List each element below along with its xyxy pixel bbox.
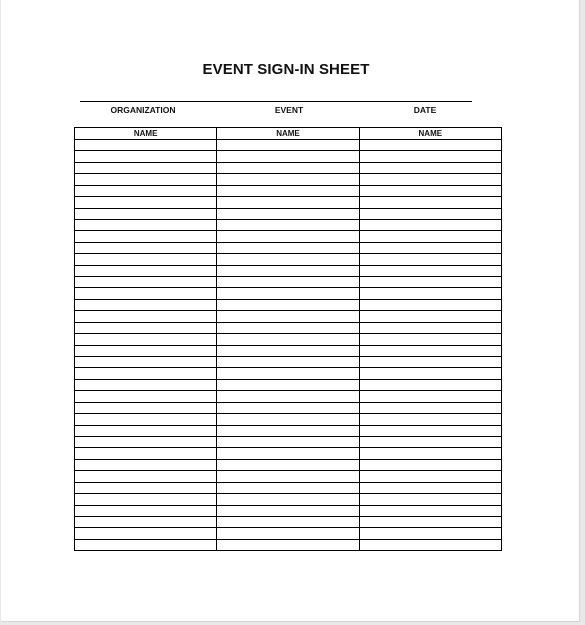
- name-entry-cell[interactable]: [75, 391, 217, 402]
- name-entry-cell[interactable]: [75, 414, 217, 425]
- name-entry-cell[interactable]: [217, 368, 359, 379]
- name-entry-cell[interactable]: [217, 391, 359, 402]
- name-entry-cell[interactable]: [75, 162, 217, 173]
- table-row: [75, 174, 502, 185]
- name-entry-cell[interactable]: [217, 174, 359, 185]
- name-entry-cell[interactable]: [75, 334, 217, 345]
- name-entry-cell[interactable]: [359, 288, 501, 299]
- name-entry-cell[interactable]: [359, 162, 501, 173]
- name-entry-cell[interactable]: [359, 379, 501, 390]
- name-entry-cell[interactable]: [217, 402, 359, 413]
- table-row: [75, 265, 502, 276]
- name-entry-cell[interactable]: [359, 494, 501, 505]
- name-entry-cell[interactable]: [217, 528, 359, 539]
- name-entry-cell[interactable]: [217, 185, 359, 196]
- table-row: [75, 254, 502, 265]
- name-entry-cell[interactable]: [75, 231, 217, 242]
- name-entry-cell[interactable]: [359, 334, 501, 345]
- name-entry-cell[interactable]: [359, 436, 501, 447]
- table-row: [75, 425, 502, 436]
- name-entry-cell[interactable]: [359, 242, 501, 253]
- name-entry-cell[interactable]: [359, 197, 501, 208]
- name-entry-cell[interactable]: [75, 140, 217, 151]
- name-entry-cell[interactable]: [75, 311, 217, 322]
- name-entry-cell[interactable]: [217, 197, 359, 208]
- name-entry-cell[interactable]: [217, 494, 359, 505]
- event-label: EVENT: [274, 105, 304, 115]
- name-entry-cell[interactable]: [359, 185, 501, 196]
- name-entry-cell[interactable]: [359, 357, 501, 368]
- name-entry-cell[interactable]: [359, 471, 501, 482]
- name-entry-cell[interactable]: [217, 539, 359, 550]
- name-entry-cell[interactable]: [75, 494, 217, 505]
- table-row: [75, 162, 502, 173]
- name-entry-cell[interactable]: [75, 539, 217, 550]
- name-entry-cell[interactable]: [75, 505, 217, 516]
- table-row: [75, 277, 502, 288]
- name-entry-cell[interactable]: [217, 140, 359, 151]
- name-entry-cell[interactable]: [217, 471, 359, 482]
- name-entry-cell[interactable]: [217, 219, 359, 230]
- name-entry-cell[interactable]: [359, 368, 501, 379]
- name-entry-cell[interactable]: [217, 242, 359, 253]
- name-entry-cell[interactable]: [75, 151, 217, 162]
- name-entry-cell[interactable]: [75, 516, 217, 527]
- table-row: [75, 402, 502, 413]
- name-entry-cell[interactable]: [75, 174, 217, 185]
- table-row: [75, 379, 502, 390]
- name-entry-cell[interactable]: [359, 402, 501, 413]
- name-entry-cell[interactable]: [217, 448, 359, 459]
- name-entry-cell[interactable]: [75, 242, 217, 253]
- name-entry-cell[interactable]: [217, 254, 359, 265]
- name-entry-cell[interactable]: [75, 436, 217, 447]
- table-row: [75, 334, 502, 345]
- name-entry-cell[interactable]: [75, 357, 217, 368]
- table-row: [75, 539, 502, 550]
- name-entry-cell[interactable]: [217, 334, 359, 345]
- name-entry-cell[interactable]: [359, 459, 501, 470]
- table-header-row: [75, 128, 502, 140]
- name-entry-cell[interactable]: [75, 345, 217, 356]
- table-row: [75, 505, 502, 516]
- table-row: [75, 197, 502, 208]
- name-entry-cell[interactable]: [217, 299, 359, 310]
- name-entry-cell[interactable]: [75, 402, 217, 413]
- table-row: [75, 288, 502, 299]
- name-entry-cell[interactable]: [75, 208, 217, 219]
- name-entry-cell[interactable]: [75, 185, 217, 196]
- table-row: [75, 368, 502, 379]
- table-row: [75, 448, 502, 459]
- table-row: [75, 231, 502, 242]
- name-entry-cell[interactable]: [75, 448, 217, 459]
- organization-label: ORGANIZATION: [110, 105, 176, 115]
- table-row: [75, 528, 502, 539]
- table-row: [75, 345, 502, 356]
- name-entry-cell[interactable]: [217, 208, 359, 219]
- name-entry-cell[interactable]: [217, 505, 359, 516]
- name-entry-cell[interactable]: [75, 265, 217, 276]
- name-entry-cell[interactable]: [217, 162, 359, 173]
- name-entry-cell[interactable]: [359, 448, 501, 459]
- name-entry-cell[interactable]: [75, 322, 217, 333]
- name-entry-cell[interactable]: [75, 368, 217, 379]
- name-entry-cell[interactable]: [75, 482, 217, 493]
- column-header-name: NAME: [75, 128, 217, 140]
- name-entry-cell[interactable]: [75, 459, 217, 470]
- name-entry-cell[interactable]: [359, 539, 501, 550]
- name-entry-cell[interactable]: [217, 357, 359, 368]
- name-entry-cell[interactable]: [217, 277, 359, 288]
- name-entry-cell[interactable]: [359, 311, 501, 322]
- name-entry-cell[interactable]: [217, 322, 359, 333]
- table-row: [75, 516, 502, 527]
- column-header-name: NAME: [359, 128, 501, 140]
- name-entry-cell[interactable]: [75, 425, 217, 436]
- name-entry-cell[interactable]: [359, 505, 501, 516]
- name-entry-cell[interactable]: [217, 436, 359, 447]
- name-entry-cell[interactable]: [359, 140, 501, 151]
- name-entry-cell[interactable]: [359, 425, 501, 436]
- name-entry-cell[interactable]: [75, 219, 217, 230]
- name-entry-cell[interactable]: [217, 379, 359, 390]
- name-entry-cell[interactable]: [75, 528, 217, 539]
- sign-in-table: [74, 127, 502, 551]
- page-title: EVENT SIGN-IN SHEET: [202, 61, 370, 78]
- name-entry-cell[interactable]: [75, 197, 217, 208]
- name-entry-cell[interactable]: [359, 219, 501, 230]
- name-entry-cell[interactable]: [359, 231, 501, 242]
- table-row: [75, 322, 502, 333]
- name-entry-cell[interactable]: [359, 322, 501, 333]
- table-row: [75, 357, 502, 368]
- table-row: [75, 299, 502, 310]
- table-row: [75, 436, 502, 447]
- name-entry-cell[interactable]: [359, 299, 501, 310]
- name-entry-cell[interactable]: [217, 345, 359, 356]
- name-entry-cell[interactable]: [359, 482, 501, 493]
- name-entry-cell[interactable]: [75, 299, 217, 310]
- name-entry-cell[interactable]: [359, 277, 501, 288]
- table-row: [75, 151, 502, 162]
- name-entry-cell[interactable]: [217, 459, 359, 470]
- name-entry-cell[interactable]: [75, 288, 217, 299]
- name-entry-cell[interactable]: [359, 174, 501, 185]
- date-label: DATE: [413, 105, 437, 115]
- name-entry-cell[interactable]: [359, 391, 501, 402]
- table-row: [75, 471, 502, 482]
- table-row: [75, 482, 502, 493]
- table-row: [75, 185, 502, 196]
- table-body: [75, 140, 502, 551]
- name-entry-cell[interactable]: [75, 379, 217, 390]
- table-row: [75, 391, 502, 402]
- name-entry-cell[interactable]: [217, 288, 359, 299]
- table-row: [75, 459, 502, 470]
- name-entry-cell[interactable]: [359, 528, 501, 539]
- name-entry-cell[interactable]: [217, 231, 359, 242]
- name-entry-cell[interactable]: [75, 277, 217, 288]
- name-entry-cell[interactable]: [217, 482, 359, 493]
- name-entry-cell[interactable]: [217, 151, 359, 162]
- name-entry-cell[interactable]: [75, 254, 217, 265]
- name-entry-cell[interactable]: [359, 151, 501, 162]
- name-entry-cell[interactable]: [359, 414, 501, 425]
- table-row: [75, 311, 502, 322]
- table-row: [75, 140, 502, 151]
- name-entry-cell[interactable]: [359, 254, 501, 265]
- name-entry-cell[interactable]: [359, 345, 501, 356]
- table-row: [75, 219, 502, 230]
- table-row: [75, 494, 502, 505]
- name-entry-cell[interactable]: [359, 516, 501, 527]
- header-fill-line: [80, 101, 472, 102]
- table-row: [75, 242, 502, 253]
- name-entry-cell[interactable]: [359, 208, 501, 219]
- name-entry-cell[interactable]: [217, 265, 359, 276]
- name-entry-cell[interactable]: [359, 265, 501, 276]
- name-entry-cell[interactable]: [217, 425, 359, 436]
- column-header-name: NAME: [217, 128, 359, 140]
- document-page: [1, 0, 580, 622]
- name-entry-cell[interactable]: [217, 516, 359, 527]
- table-row: [75, 414, 502, 425]
- name-entry-cell[interactable]: [75, 471, 217, 482]
- name-entry-cell[interactable]: [217, 311, 359, 322]
- name-entry-cell[interactable]: [217, 414, 359, 425]
- table-row: [75, 208, 502, 219]
